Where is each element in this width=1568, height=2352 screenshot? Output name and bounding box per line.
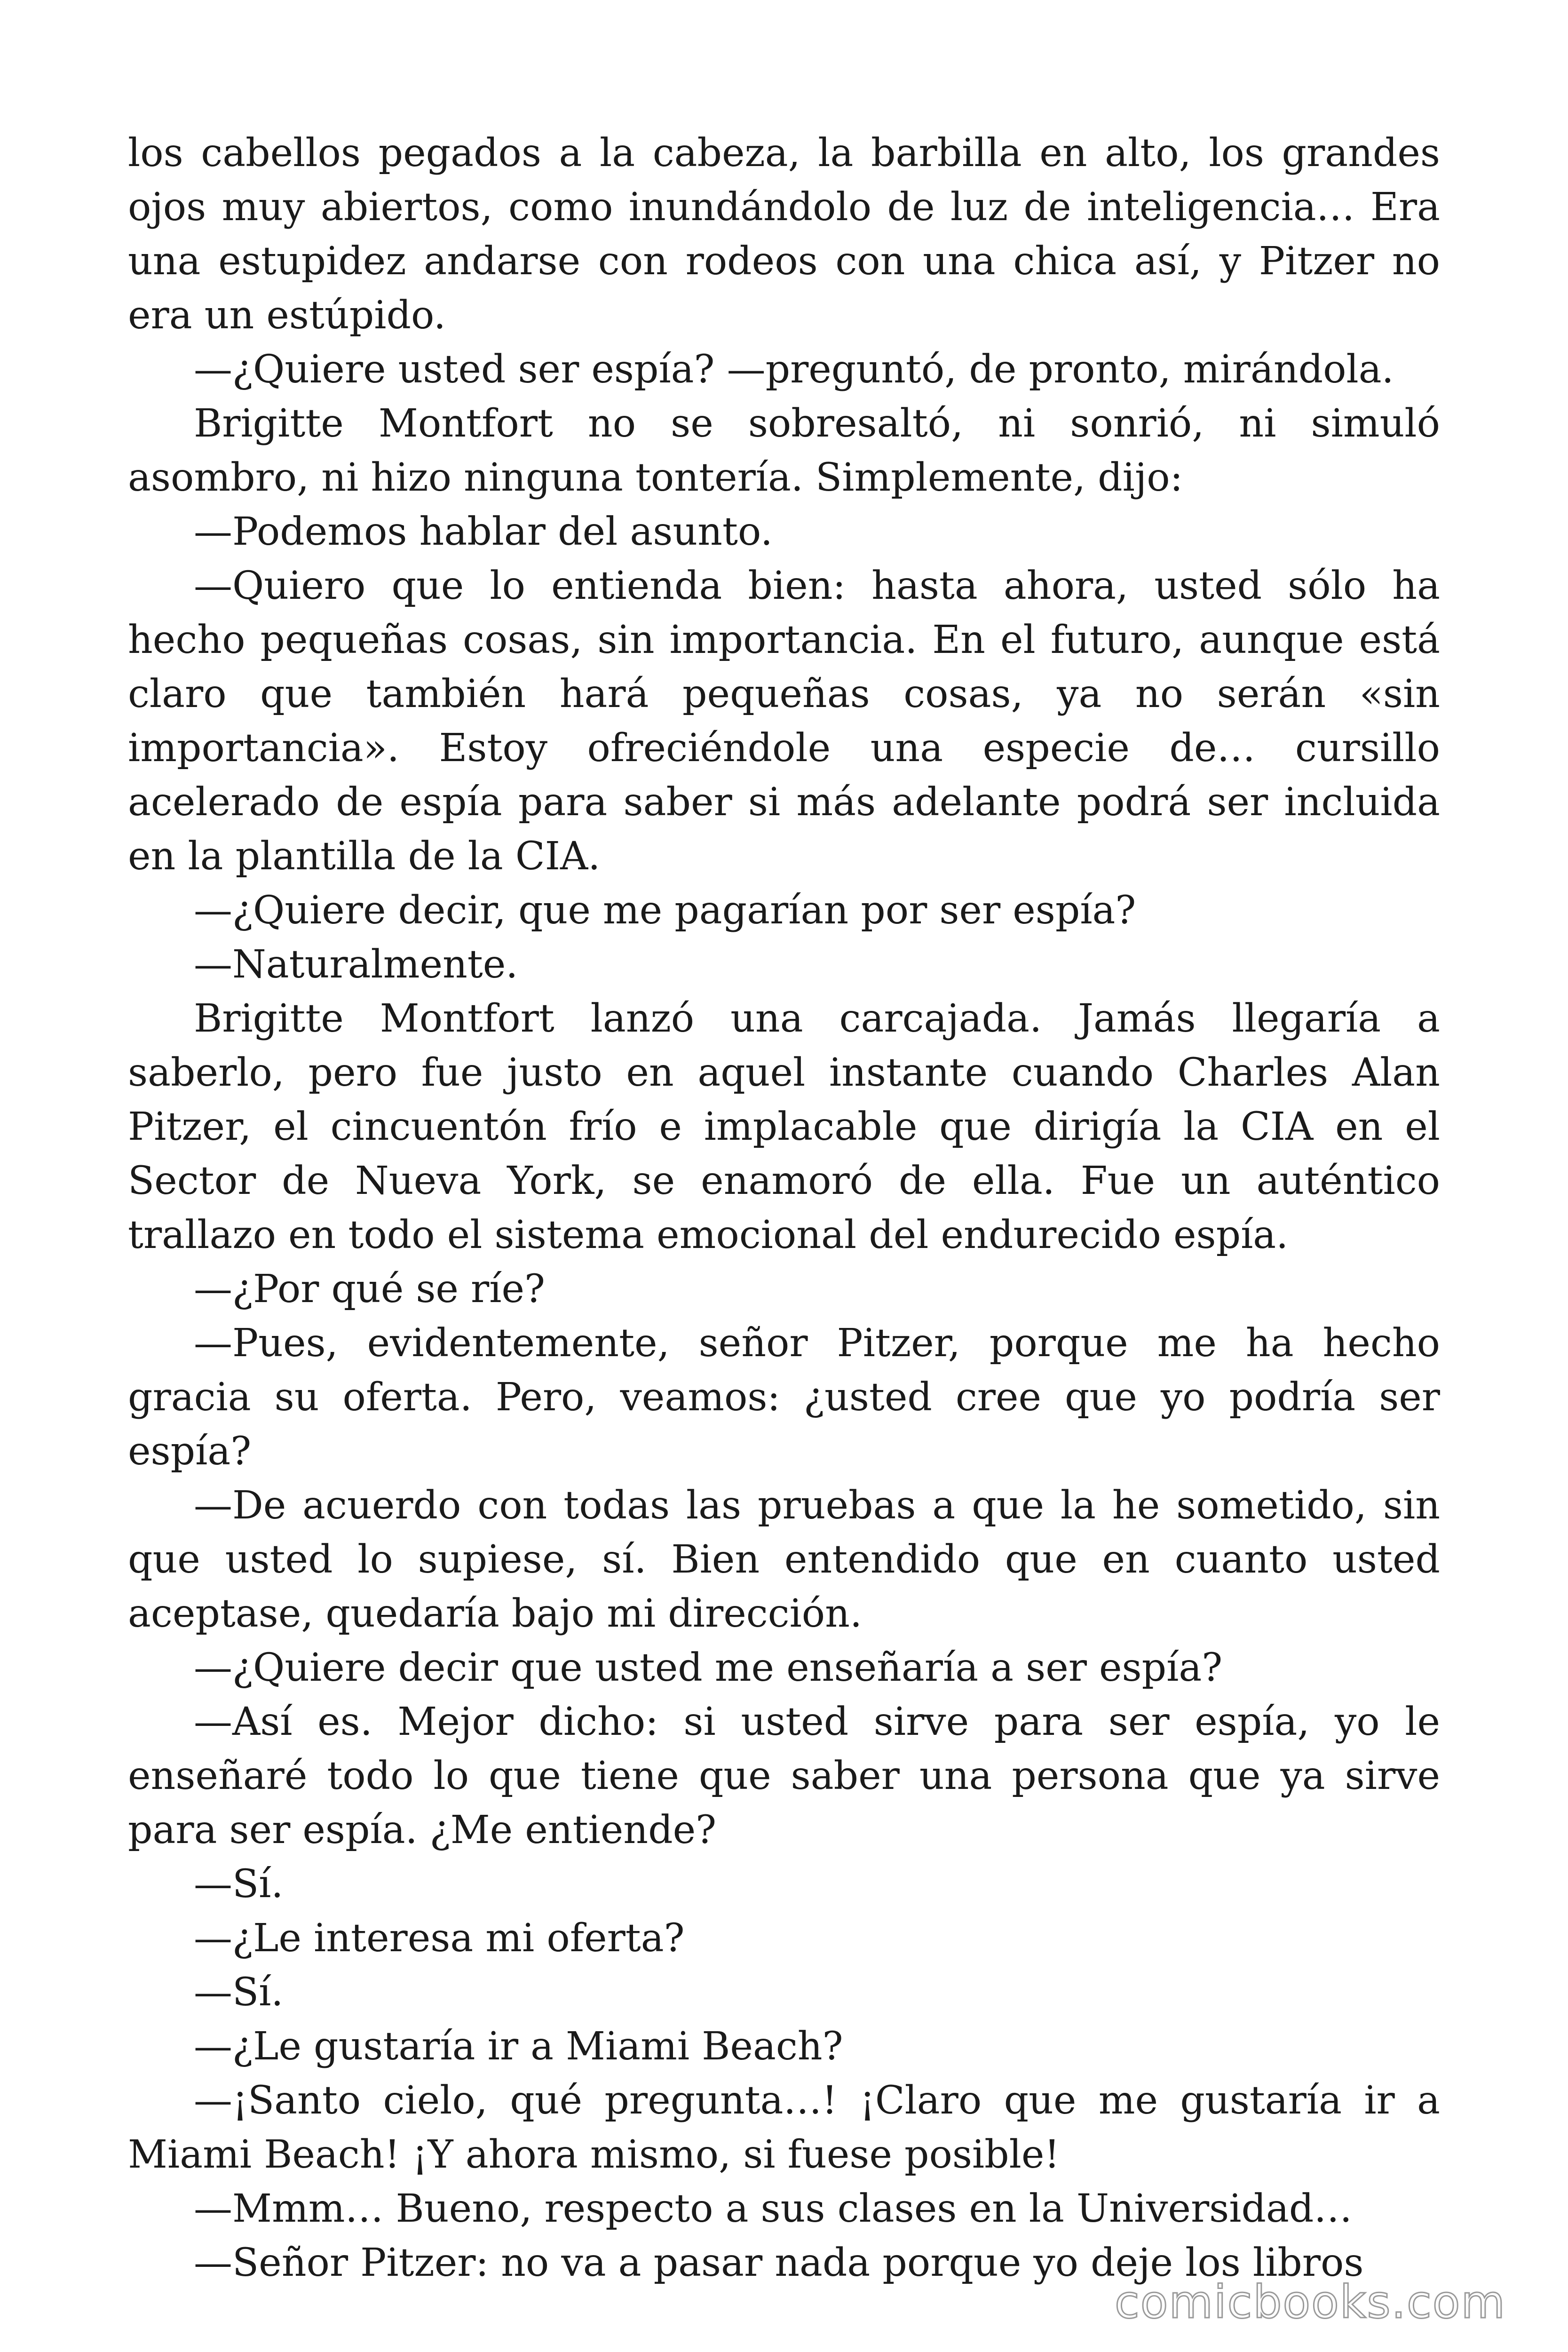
body-text (128, 126, 1440, 2290)
paragraph: —¿Quiere usted ser espía? —preguntó, de pronto, mirándola. (194, 347, 1394, 392)
paragraph: —Así es. Mejor dicho: si usted sirve para ser espía, yo le enseñaré todo lo que tiene que saber una persona que ya sirve para ser espía. ¿Me entiende? (128, 1700, 1440, 1852)
paragraph: —De acuerdo con todas las pruebas a que la he sometido, sin que usted lo supiese, sí. Bien entendido que en cuanto usted aceptase, quedaría bajo mi dirección. (128, 1483, 1440, 1636)
paragraph: —Pues, evidentemente, señor Pitzer, porque me ha hecho gracia su oferta. Pero, veamos: ¿usted cree que yo podría ser espía? (128, 1321, 1440, 1474)
paragraph: —Naturalmente. (194, 942, 518, 987)
paragraph: los cabellos pegados a la cabeza, la barbilla en alto, los grandes ojos muy abiertos, como inundándolo de luz de inteligencia… Era una estupidez andarse con rodeos con una chica así, y Pitzer no era un estúpido. (128, 131, 1440, 338)
paragraph: —Sí. (194, 1862, 284, 1907)
paragraph: —¿Le interesa mi oferta? (194, 1916, 685, 1961)
paragraph: —Podemos hablar del asunto. (194, 509, 773, 554)
paragraph: —Mmm… Bueno, respecto a sus clases en la Universidad… (194, 2186, 1353, 2231)
paragraph: —¿Por qué se ríe? (194, 1267, 545, 1311)
paragraph: —¡Santo cielo, qué pregunta…! ¡Claro que me gustaría ir a Miami Beach! ¡Y ahora mismo, si fuese posible! (128, 2078, 1440, 2177)
paragraph: —¿Le gustaría ir a Miami Beach? (194, 2024, 843, 2069)
paragraph: —Quiero que lo entienda bien: hasta ahora, usted sólo ha hecho pequeñas cosas, sin importancia. En el futuro, aunque está claro que también hará pequeñas cosas, ya no serán «sin importancia». Estoy ofreciéndole una especie de… cursillo acelerado de espía para saber si más adelante podrá ser incluida en la plantilla de la CIA. (128, 564, 1440, 879)
paragraph: —Sí. (194, 1970, 284, 2015)
paragraph: Brigitte Montfort lanzó una carcajada. Jamás llegaría a saberlo, pero fue justo en aquel instante cuando Charles Alan Pitzer, el cincuentón frío e implacable que dirigía la CIA en el Sector de Nueva York, se enamoró de ella. Fue un auténtico trallazo en todo el sistema emocional del endurecido espía. (128, 996, 1440, 1257)
paragraph: —Señor Pitzer: no va a pasar nada porque yo deje los libros (194, 2241, 1364, 2285)
paragraph: Brigitte Montfort no se sobresaltó, ni sonrió, ni simuló asombro, ni hizo ninguna tontería. Simplemente, dijo: (128, 401, 1440, 500)
paragraph: —¿Quiere decir que usted me enseñaría a ser espía? (194, 1645, 1223, 1690)
watermark: comicbooks.com (1114, 2276, 1506, 2328)
paragraph: —¿Quiere decir, que me pagarían por ser espía? (194, 888, 1136, 933)
